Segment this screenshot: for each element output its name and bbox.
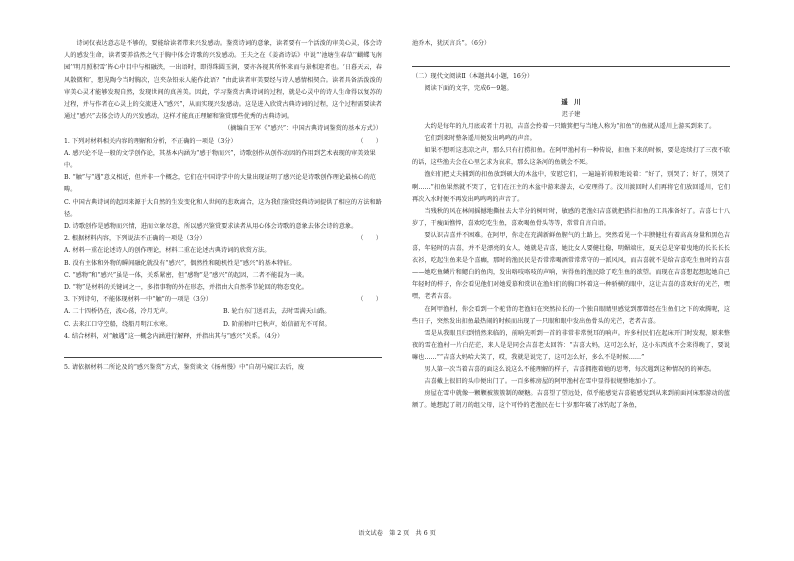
question-2-stem: 2. 根据材料内容，下列说法不正确的一项是（3分）	[64, 235, 206, 243]
question-3	[64, 294, 382, 306]
article-paragraph: 房屋在雪中就像一颗颗被簇簇制的硬糖。吉喜望了望远处，似乎能感觉吉喜能感觉到从来到前面河床那游动的蓝额了。她想起了胡刀的组父母，这个可怜的老渔民在七十岁那年破了冰钓起了条鱼，	[412, 389, 730, 409]
answer-blank[interactable]: （ ）	[357, 235, 382, 243]
option-b: B. 轮台东门送君去，去时雪满天山路。	[223, 308, 331, 316]
answer-blank[interactable]: （ ）	[357, 137, 382, 145]
answer-line	[412, 66, 730, 67]
option-c: C. 去来江口守空船，绕船月明江水寒。	[64, 320, 172, 328]
article-paragraph: 要认识吉喜并不困难。在阿甲，你走在充满新鲜鱼腥气的土路上，突然看见一个丰腴健壮有着高高身量和黑色吉喜，年轻时的吉喜，并不是漂亮的女人，她就是吉喜，她比女人要健壮稳，明媚端庄，夏天总是穿着曳地的长长长长衣衫，吃起生鱼来是个喜癫，那时的渔民民是否常常喝酒常常常守的一派风风，而吉喜就不是给吉喜吃生鱼时的吉喜——她吃鱼鳞片和鳃白的鱼肉，发出咯吱咯吱的声响，害得鱼的渔民除了吃生鱼的欲望。而现在吉喜想起想起她自己年轻时的样子，你会看见他们对她爱慕和赏识在渔妇们的胸口怀着这一种骄横的眼中，这让吉喜的喜欢好的光芒，嘿嘿，老者吉喜。	[412, 232, 730, 301]
article-author: 迟子建	[561, 110, 581, 118]
article-paragraph: 男人第一次当着吉喜的面这么说这么不能理解的样子，吉喜拥抱着她的思考，每次遇到这种情况的的神态。	[424, 365, 716, 373]
article-title: 遥 川	[561, 97, 581, 106]
question-4: 4. 结合材料，对“触遇”这一概念内涵进行解释，并指出其与“感兴”关系。（4分）	[64, 332, 284, 340]
option-a: A. 材料一重在论述诗人的创作理论，材料二重在论述古典诗词的欣赏方法。	[64, 247, 271, 255]
answer-line	[64, 357, 382, 358]
option-d: D. 诗歌创作是感物而兴情，进而立象尽意，所以感兴鉴赏要求读者从用心体会诗歌的意象去体会诗的意象。	[64, 223, 358, 231]
article-paragraph: 它们到来时整条遥川便发出鸣鸣的声音。	[424, 134, 536, 142]
article-paragraph: 大约是每年的九月底或者十月初，吉喜会拎着一只簸箕把与当地人称为“扣鱼”的鱼就从遥川上游买到来了。	[424, 122, 716, 130]
option-a: A. 二十四桥仍在，波心荡，冷月无声。	[64, 308, 172, 316]
section-heading: （二）现代文阅读Ⅱ（本题共4小题，16分）	[412, 73, 534, 81]
article-paragraph: 渔妇们把丈夫捕到的扣鱼放到硕大的木盆中，安慰它们，一遍遍祈祷般地说着：“好了，别哭了；好了，别哭了啊……”扣鱼果然就不哭了，它们在汪主的木盆中游来游去，心安理得了。汶川渡回时人们再将它们放回遥川，它们再次入水时便不再发出鸣鸣鸣的声音了。	[412, 171, 730, 203]
source-caption: （摘编自王军《“感兴”：中国古典诗词鉴赏的基本方式》）	[224, 125, 382, 133]
question-2	[64, 233, 382, 245]
option-b: B. 没有主体和外物的瞬间融化就没有“感兴”，偶然性和随机性是“感兴”的基本特征。	[64, 259, 296, 267]
option-a: A. 感兴论不是一般的文学创作论，其基本内涵为“感于物而兴”，诗歌创作从创作动因的作用到艺术表现的审美效果中。	[64, 149, 376, 170]
question-5-continued: 池乔木，犹厌言兵”。（6分）	[412, 40, 491, 47]
question-1	[64, 136, 382, 148]
passage-paragraph: 诗词仅表达意志是不够的，要能给读者带来兴发感动。鉴赏诗词的意象，读者要有一个活泼的审美心灵，体会诗人的感发生命，读者要养浩然之气于胸中体会诗歌的兴发感动。王夫之在《姜斋诗话》中说“‘池塘生春草’‘蝴蝶飞南园’‘明月照积雪’皆心中目中与相融浃，一出语时，即得珠圆玉润，要亦各视其所怀来而与景相迎者也。‘日暮天云，春风散微和’，想见陶令当时胸次，岂夹杂铅汞人能作此语？”由此读者审美要经与诗人感情相契合。读者具备活泼泼的审美心灵才能够发现自然，发现世间的真善美。因此，学习鉴赏古典诗词的过程，就是心灵中的诗人生命得以复苏的过程，并与作者在心灵上的交流进入“感兴”，从而实现兴发感动。这是进入欣赏古典诗词的过程，这个过程需要读者通过“感兴”去体会诗人的兴发感动，这样才能真正理解和鉴赏那些优秀的古典诗词。	[64, 40, 382, 121]
question-5: 5. 请依据材料二所论及的“感兴鉴赏”方式，鉴赏谈文《扬州慢》中“自胡马窥江去后，废	[64, 364, 305, 372]
article-paragraph: 在阿甲渔村，你会看到一个驼背的老渔妇在突然拉长的一个独自眼睛里感觉到那曾经在生鱼们之下的欢腾呢，这些日子，突然发出扣鱼最热闹的时候而出现了一只眼和眼中发出鱼骨头的光芒，老者吉喜。	[412, 305, 730, 325]
option-c: C. 中国古典诗词的起因来源于大自然的生发变化和人世间的悲欢离合，这为我们鉴赏经典诗词提供了相应的方法和路径。	[64, 198, 382, 218]
article-paragraph: 吉喜戴上很旧的头巾便出门了。一百多栋房屋的阿甲渔村在雪中显得很规整地加小了。	[424, 377, 660, 385]
article-paragraph: 如果不想听这悲凉之声，那么只有打捞扣鱼。在阿甲渔村有一种传说，扣鱼下来的时候，要是连续打了三夜不歇的话，这些渔夫会在心里乞求为哀求，那么这条河的鱼就会不死。	[412, 147, 730, 167]
option-d: D. 阶前梧叶已秋声，始信韶光不可留。	[223, 320, 331, 328]
question-3-options	[64, 306, 382, 330]
right-column	[412, 38, 730, 412]
option-c: C. “感物”和“感兴”虽是一体，关系紧密，但“感物”是“感兴”的起因，二者不能混为一谈。	[64, 271, 309, 279]
left-column	[64, 38, 382, 374]
question-1-stem: 1. 下列对材料相关内容的理解和分析，不正确的一项是（3分）	[64, 137, 237, 145]
reading-instruction: 阅读下面的文字，完成6～9题。	[424, 85, 513, 93]
article-paragraph: 雪是从我眼且归到悄然来临的，前晌先听到一首的非常非常悦耳的响声。许多村民们在起床开门时发现，原来整夜的雪在渔村一片白茫茫，来人是是同会吉喜老太回答：“吉喜大妈，这可怎么好，这小东西真不会来得晚了，要说嘛也……”“吉喜大妈哈大笑了，哎，我就是说完了，这可怎么好，多么不是时候……”	[412, 329, 730, 362]
option-b: B. “触”与“遇”意义相近，但并非一个概念，它们在中国诗学中的大量出现证明了感兴论是诗歌创作理论最核心的范畴。	[64, 174, 376, 194]
option-d: D. “物”是材料的关键词之一，多指事物的外在形态，并指由大自然季节轮回的物态变化。	[64, 284, 308, 292]
page-footer: 语文试卷 第 2 页 共 6 页	[358, 530, 436, 537]
article-paragraph: 当残秋的风在林间摇撼地撕扯去大半分的树叶时，敏感的老渔妇吉喜就把搭拦扣鱼的工具准备好了。吉喜七十八岁了，干瘦面憔悴，喜欢吃吃生鱼，喜欢喝鱼骨头等等，常常自言自语。	[412, 208, 730, 228]
question-3-stem: 3. 下列诗句，不能体现材料一中“触”的一项是（3分）	[64, 296, 213, 304]
answer-blank[interactable]: （ ）	[357, 296, 382, 304]
